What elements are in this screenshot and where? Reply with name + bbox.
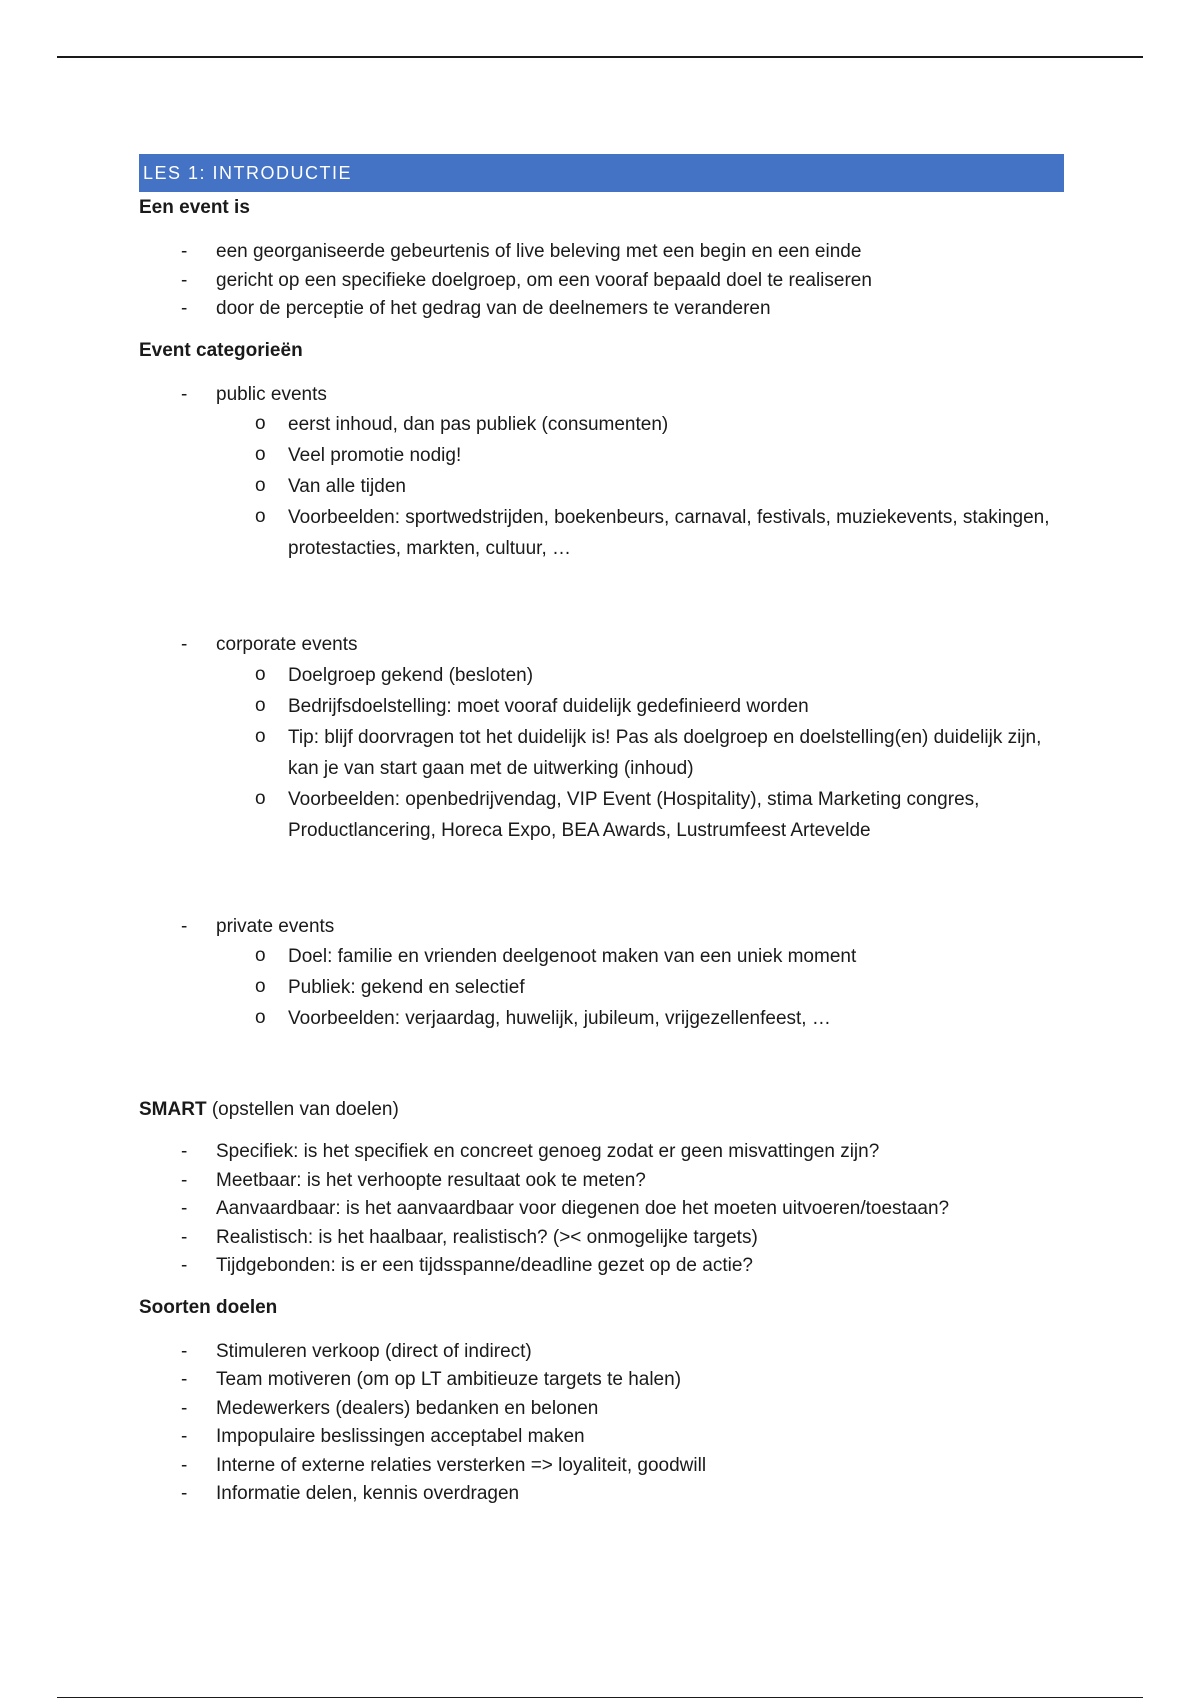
list-item: - Medewerkers (dealers) bedanken en belonen — [139, 1395, 1064, 1424]
list-item: - Team motiveren (om op LT ambitieuze targets te halen) — [139, 1366, 1064, 1395]
smart-heading-rest: (opstellen van doelen) — [206, 1099, 399, 1120]
list-item: - Tijdgebonden: is er een tijdsspanne/deadline gezet op de actie? — [139, 1252, 1064, 1281]
list-item: o eerst inhoud, dan pas publiek (consumenten) — [216, 409, 1064, 440]
list-item: - Meetbaar: is het verhoopte resultaat ook te meten? — [139, 1167, 1064, 1196]
list-item: - een georganiseerde gebeurtenis of live beleving met een begin en een einde — [139, 238, 1064, 267]
document-body — [139, 154, 1064, 1509]
list-item: - door de perceptie of het gedrag van de deelnemers te veranderen — [139, 295, 1064, 324]
category-public-events — [139, 381, 1064, 565]
list-item: - Impopulaire beslissingen acceptabel maken — [139, 1423, 1064, 1452]
list-item: o Doelgroep gekend (besloten) — [216, 660, 1064, 691]
list-item: o Veel promotie nodig! — [216, 440, 1064, 471]
goal-types-list — [139, 1338, 1064, 1509]
category-label: private events — [216, 915, 335, 937]
list-item: o Publiek: gekend en selectief — [216, 972, 1064, 1003]
smart-heading-bold: SMART — [139, 1099, 207, 1120]
corporate-events-sublist — [139, 660, 1064, 846]
event-categories-list — [139, 381, 1064, 1035]
private-events-sublist — [139, 941, 1064, 1034]
section-title-bar: LES 1: INTRODUCTIE — [139, 154, 1064, 192]
category-private-events — [139, 913, 1064, 1035]
smart-list — [139, 1138, 1064, 1281]
list-item: - gericht op een specifieke doelgroep, om een vooraf bepaald doel te realiseren — [139, 267, 1064, 296]
header-rule — [57, 56, 1143, 58]
footer-rule — [57, 1697, 1143, 1698]
list-item: o Doel: familie en vrienden deelgenoot maken van een uniek moment — [216, 941, 1064, 972]
category-label: corporate events — [216, 634, 358, 655]
list-item: - Informatie delen, kennis overdragen — [139, 1480, 1064, 1509]
event-definition-list — [139, 238, 1064, 324]
heading-soorten-doelen: Soorten doelen — [139, 1296, 278, 1318]
list-item: o Van alle tijden — [216, 471, 1064, 502]
list-item: o Tip: blijf doorvragen tot het duidelijk is! Pas als doelgroep en doelstelling(en) duidelijk zijn, kan je van start gaan met de uitwerking (inhoud) — [216, 722, 1064, 784]
list-item: o Voorbeelden: openbedrijvendag, VIP Event (Hospitality), stima Marketing congres, Productlancering, Horeca Expo, BEA Awards, Lustrumfeest Artevelde — [216, 784, 1064, 846]
list-item: - Interne of externe relaties versterken => loyaliteit, goodwill — [139, 1452, 1064, 1481]
list-item: o Voorbeelden: verjaardag, huwelijk, jubileum, vrijgezellenfeest, … — [216, 1003, 1064, 1034]
heading-event-categorieen: Event categorieën — [139, 339, 303, 361]
list-item: - Stimuleren verkoop (direct of indirect) — [139, 1338, 1064, 1367]
list-item: o Bedrijfsdoelstelling: moet vooraf duidelijk gedefinieerd worden — [216, 691, 1064, 722]
category-corporate-events — [139, 631, 1064, 846]
list-item: - Specifiek: is het specifiek en concreet genoeg zodat er geen misvattingen zijn? — [139, 1138, 1064, 1167]
list-item: o Voorbeelden: sportwedstrijden, boekenbeurs, carnaval, festivals, muziekevents, stakingen, protestacties, markten, cultuur, … — [216, 502, 1064, 564]
list-item: - Aanvaardbaar: is het aanvaardbaar voor diegenen doe het moeten uitvoeren/toestaan? — [139, 1195, 1064, 1224]
public-events-sublist — [139, 409, 1064, 564]
heading-smart — [139, 1096, 1064, 1124]
category-label: public events — [216, 383, 327, 405]
list-item: - Realistisch: is het haalbaar, realistisch? (>< onmogelijke targets) — [139, 1224, 1064, 1253]
heading-een-event-is: Een event is — [139, 197, 250, 218]
